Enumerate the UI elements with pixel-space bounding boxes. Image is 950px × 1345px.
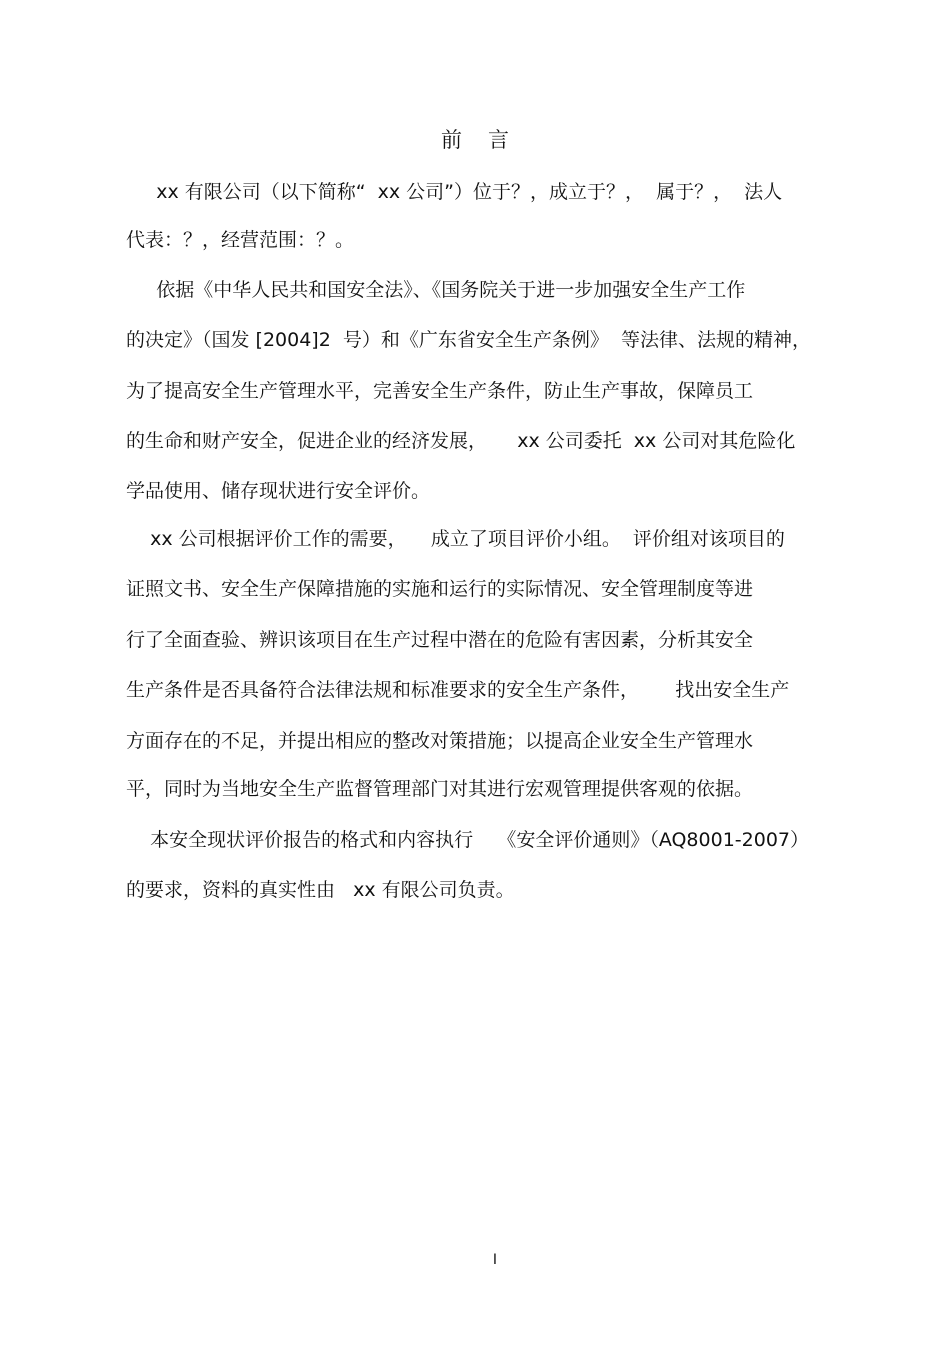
paragraph-2-line-2: 的决定》（国发 [2004]2 号）和《广东省安全生产条例》 等法律、法规的精神， xyxy=(126,329,811,351)
paragraph-3-line-5: 方面存在的不足，并提出相应的整改对策措施；以提高企业安全生产管理水 xyxy=(126,730,754,752)
paragraph-3-line-1: xx 公司根据评价工作的需要， 成立了项目评价小组。 评价组对该项目的 xyxy=(126,528,785,550)
paragraph-3-line-2: 证照文书、安全生产保障措施的实施和运行的实际情况、安全管理制度等进 xyxy=(126,578,754,600)
paragraph-2-line-3: 为了提高安全生产管理水平，完善安全生产条件，防止生产事故，保障员工 xyxy=(126,380,754,402)
paragraph-4-line-1: 本安全现状评价报告的格式和内容执行 《安全评价通则》（AQ8001-2007） xyxy=(126,829,809,851)
paragraph-1-line-1: xx 有限公司（以下简称“ xx 公司”）位于？，成立于？， 属于？， 法人 xyxy=(126,181,783,203)
paragraph-1-line-2: 代表：？，经营范围：？。 xyxy=(126,229,355,251)
paragraph-2-line-5: 学品使用、储存现状进行安全评价。 xyxy=(126,480,431,502)
paragraph-3-line-3: 行了全面查验、辨识该项目在生产过程中潜在的危险有害因素，分析其安全 xyxy=(126,629,754,651)
page-number: I xyxy=(492,1252,498,1268)
paragraph-2-line-4: 的生命和财产安全，促进企业的经济发展， xx 公司委托 xx 公司对其危险化 xyxy=(126,430,796,452)
paragraph-4-line-2: 的要求，资料的真实性由 xx 有限公司负责。 xyxy=(126,879,515,901)
paragraph-3-line-4: 生产条件是否具备符合法律法规和标准要求的安全生产条件， 找出安全生产 xyxy=(126,679,790,701)
paragraph-3-line-6: 平，同时为当地安全生产监督管理部门对其进行宏观管理提供客观的依据。 xyxy=(126,778,754,800)
paragraph-2-line-1: 依据《中华人民共和国安全法》、《国务院关于进一步加强安全生产工作 xyxy=(126,279,746,301)
page-title: 前言 xyxy=(441,128,535,152)
